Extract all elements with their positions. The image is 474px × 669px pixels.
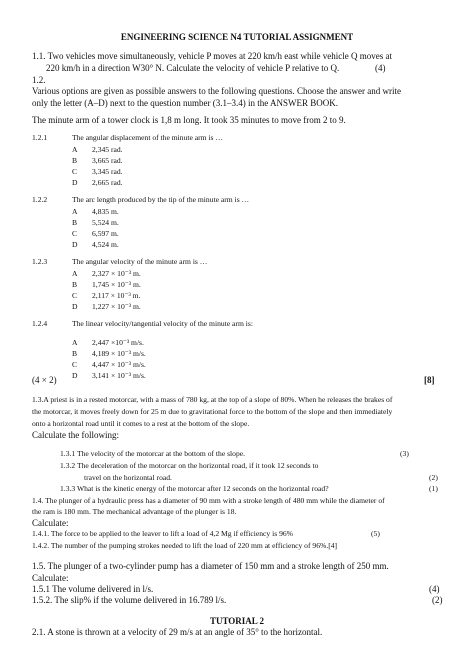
q11-marks: (4) [375, 63, 386, 73]
q12-instruction-1: Various options are given as possible answers to the following questions. Choose the answer and write [32, 86, 401, 96]
q151-marks: (4) [429, 584, 440, 594]
option-letter: C [72, 291, 78, 300]
q131-marks: (3) [400, 449, 409, 458]
option-letter: B [72, 218, 78, 227]
q141-text: 1.4.1. The force to be applied to the leaver to lift a load of 4,2 Mg if efficiency is 96% [32, 529, 293, 538]
option-value: 2,117 × 10⁻³ m. [92, 291, 141, 300]
option-letter: D [72, 371, 78, 380]
q123-number: 1.2.3 [32, 257, 48, 266]
q13-calculate: Calculate the following: [32, 430, 119, 440]
option-letter: C [72, 167, 78, 176]
q152-marks: (2) [432, 595, 443, 605]
q12-total-left: (4 × 2) [32, 375, 57, 385]
q121-text: The angular displacement of the minute arm is … [72, 133, 223, 142]
q133-text: 1.3.3 What is the kinetic energy of the motorcar after 12 seconds on the horizontal road? [60, 484, 329, 493]
q121-number: 1.2.1 [32, 133, 48, 142]
option-letter: A [72, 207, 78, 216]
q12-intro: The minute arm of a tower clock is 1,8 m long. It took 35 minutes to move from 2 to 9. [32, 115, 346, 125]
option-value: 4,524 m. [92, 240, 119, 249]
q12-instruction-2: only the letter (A–D) next to the question number (3.1–3.4) in the ANSWER BOOK. [32, 98, 338, 108]
option-letter: B [72, 349, 78, 358]
q132-text-cont: travel on the horizontal road. [84, 473, 172, 482]
option-letter: C [72, 360, 78, 369]
option-letter: D [72, 240, 78, 249]
option-value: 2,665 rad. [92, 178, 123, 187]
option-letter: C [72, 229, 78, 238]
q123-text: The angular velocity of the minute arm is … [72, 257, 208, 266]
option-letter: A [72, 338, 78, 347]
q151-text: 1.5.1 The volume delivered in l/s. [32, 584, 154, 594]
option-letter: B [72, 156, 78, 165]
option-value: 2,447 ×10⁻³ m/s. [92, 338, 144, 347]
option-value: 6,597 m. [92, 229, 119, 238]
option-value: 2,327 × 10⁻³ m. [92, 269, 141, 278]
q124-text: The linear velocity/tangential velocity of the minute arm is: [72, 319, 253, 328]
q15-calculate: Calculate: [32, 573, 69, 583]
q11-line1: 1.1. Two vehicles move simultaneously, vehicle P moves at 220 km/h east while vehicle Q moves at [32, 51, 392, 61]
q132-text: 1.3.2 The deceleration of the motorcar on the horizontal road, if it took 12 seconds to [60, 461, 319, 470]
q11-line2: 220 km/h in a direction W30° N. Calculate the velocity of vehicle P relative to Q. [46, 63, 340, 73]
q122-number: 1.2.2 [32, 195, 48, 204]
q131-text: 1.3.1 The velocity of the motorcar at the bottom of the slope. [60, 449, 246, 458]
tutorial2-heading: TUTORIAL 2 [209, 616, 265, 626]
q152-text: 1.5.2. The slip% if the volume delivered in 16.789 l/s. [32, 595, 227, 605]
option-letter: D [72, 178, 78, 187]
q13-line1: 1.3.A priest is in a rested motorcar, with a mass of 780 kg, at the top of a slope of 80%. When he releases the brakes of [32, 395, 393, 404]
document-title: ENGINEERING SCIENCE N4 TUTORIAL ASSIGNMENT [120, 32, 354, 42]
q14-line1: 1.4. The plunger of a hydraulic press has a diameter of 90 mm with a stroke length of 480 mm while the diameter of [32, 496, 385, 505]
q13-line2: the motorcar, it moves freely down for 25 m due to gravitational force to the bottom of the slope and then immediately [32, 407, 393, 416]
option-letter: B [72, 280, 78, 289]
option-value: 4,189 × 10⁻³ m/s. [92, 349, 146, 358]
option-letter: A [72, 145, 78, 154]
q133-marks: (1) [429, 484, 438, 493]
q14-line2: the ram is 180 mm. The mechanical advantage of the plunger is 18. [32, 507, 237, 516]
q142-text: 1.4.2. The number of the pumping strokes needed to lift the load of 220 mm at efficiency of 96%.[4] [32, 541, 338, 550]
q132-marks: (2) [429, 473, 438, 482]
q124-number: 1.2.4 [32, 319, 48, 328]
option-letter: D [72, 302, 78, 311]
option-value: 4,447 × 10⁻³ m/s. [92, 360, 146, 369]
option-value: 5,524 m. [92, 218, 119, 227]
option-value: 3,345 rad. [92, 167, 123, 176]
option-value: 3,141 × 10⁻³ m/s. [92, 371, 146, 380]
option-value: 2,345 rad. [92, 145, 123, 154]
option-value: 3,665 rad. [92, 156, 123, 165]
option-value: 1,745 × 10⁻³ m. [92, 280, 141, 289]
q122-text: The arc length produced by the tip of the minute arm is … [72, 195, 250, 204]
option-value: 4,835 m. [92, 207, 119, 216]
q12-total-marks: [8] [424, 375, 435, 385]
q15-line1: 1.5. The plunger of a two-cylinder pump has a diameter of 150 mm and a stroke length of 250 mm. [32, 561, 389, 571]
q13-line3: onto a horizontal road until it comes to a rest at the bottom of the slope. [32, 419, 250, 428]
option-value: 1,227 × 10⁻³ m. [92, 302, 141, 311]
q14-calculate: Calculate: [32, 518, 69, 528]
q141-marks: (5) [371, 529, 380, 538]
q12-number: 1.2. [32, 75, 46, 85]
tutorial2-line1: 2.1. A stone is thrown at a velocity of 29 m/s at an angle of 35° to the horizontal. [32, 627, 323, 637]
option-letter: A [72, 269, 78, 278]
